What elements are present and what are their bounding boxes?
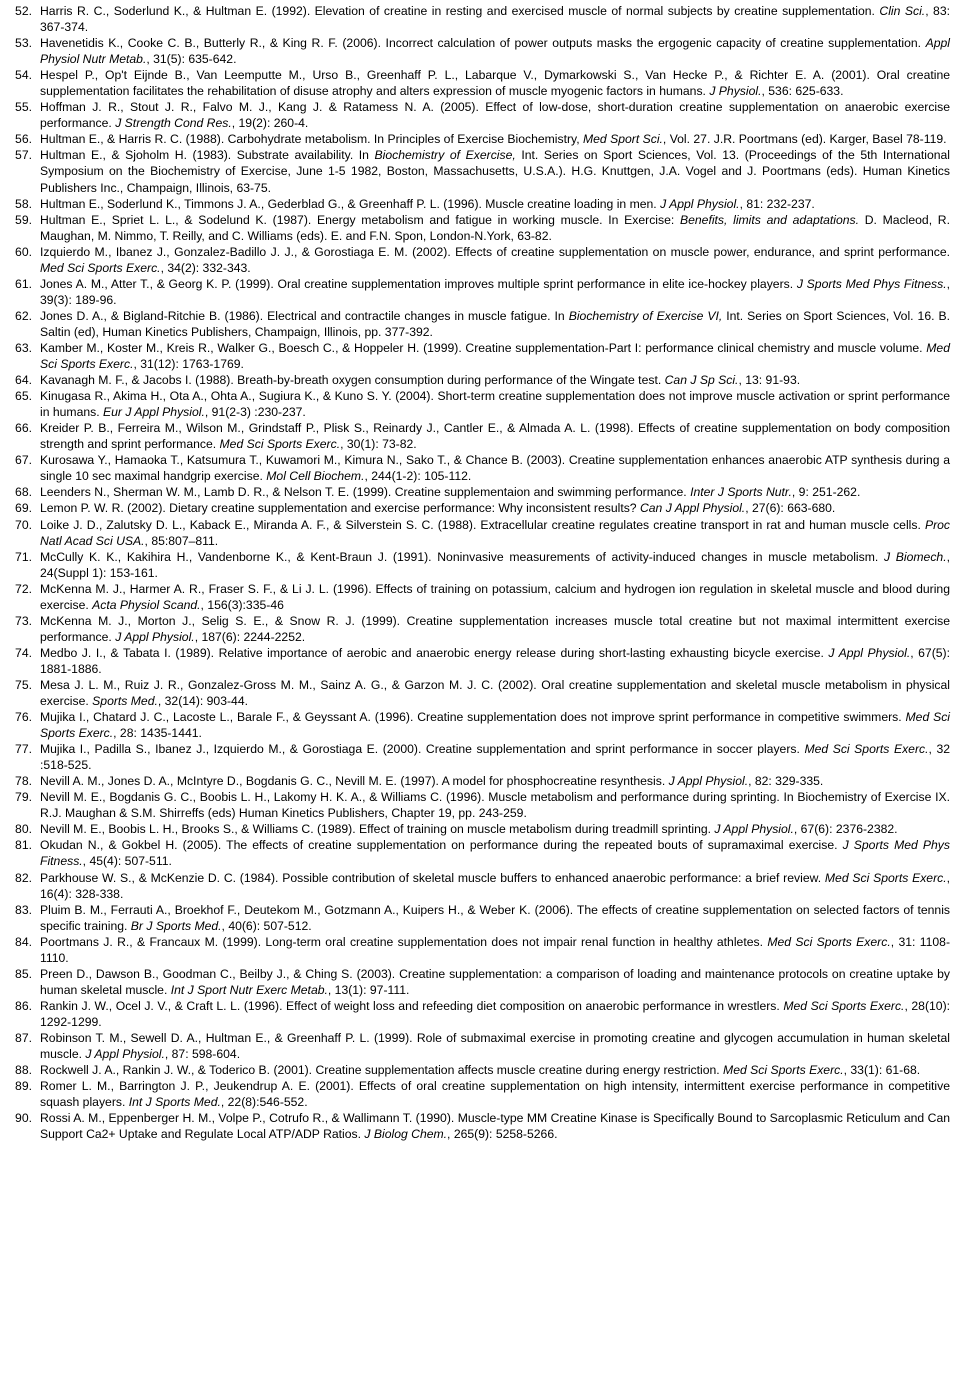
- reference-segment: , 91(2-3) :230-237.: [204, 405, 306, 420]
- reference-item: [8, 308, 950, 340]
- journal-title: Biochemistry of Exercise,: [374, 148, 516, 163]
- reference-number: 57.: [15, 148, 32, 163]
- journal-title: Int J Sports Med.: [128, 1095, 221, 1110]
- reference-text: [40, 500, 950, 516]
- reference-segment: Izquierdo M., Ibanez J., Gonzalez-Badillo J. J., & Gorostiaga E. M. (2002). Effects of creatine supplementation on muscle power, endurance, and sprint performance.: [40, 244, 950, 259]
- reference-text: [40, 789, 950, 821]
- reference-item: [8, 484, 950, 500]
- reference-segment: , 83: 367-374.: [40, 4, 950, 35]
- journal-title: Biochemistry of Exercise VI,: [568, 308, 723, 323]
- journal-title: Can J Sp Sci.: [664, 373, 739, 388]
- reference-text: [40, 388, 950, 420]
- reference-number: 69.: [15, 501, 32, 516]
- reference-text: [40, 1078, 950, 1110]
- reference-item: [8, 789, 950, 821]
- reference-segment: Mesa J. L. M., Ruiz J. R., Gonzalez-Gross M. M., Sainz A. G., & Garzon M. J. C. (2002). Oral creatine supplementation and skeletal muscle metabolism in physical exercise.: [40, 677, 950, 709]
- reference-segment: McCully K. K., Kakihira H., Vandenborne K., & Kent-Braun J. (1991). Noninvasive measurements of activity-induced changes in muscle metabolism.: [40, 549, 884, 564]
- reference-text: [40, 517, 950, 549]
- reference-segment: Nevill A. M., Jones D. A., McIntyre D., Bogdanis G. C., Nevill M. E. (1997). A model for phosphocreatine resynthesis.: [40, 774, 669, 789]
- reference-segment: , 85:807–811.: [144, 533, 219, 548]
- reference-segment: , 31(5): 635-642.: [146, 52, 237, 67]
- reference-segment: Jones D. A., & Bigland-Ritchie B. (1986). Electrical and contractile changes in muscle fatigue. In: [40, 308, 569, 323]
- reference-segment: Rossi A. M., Eppenberger H. M., Volpe P., Cotrufo R., & Wallimann T. (1990). Muscle-type MM Creatine Kinase is Specifically Bound to Sarcoplasmic Reticulum and Can Support Ca2+ Uptake and Regulate Local ATP/ADP Ratios.: [40, 1111, 950, 1142]
- reference-item: [8, 709, 950, 741]
- journal-title: Eur J Appl Physiol.: [103, 405, 205, 420]
- journal-title: Med Sci Sports Exerc.: [219, 437, 341, 452]
- reference-number: 62.: [15, 308, 32, 323]
- reference-number: 52.: [15, 4, 32, 18]
- reference-item: [8, 35, 950, 67]
- reference-text: [40, 966, 950, 998]
- reference-segment: , 16(4): 328-338.: [40, 870, 950, 901]
- journal-title: J Sports Med Phys Fitness.: [40, 838, 950, 869]
- reference-item: [8, 902, 950, 934]
- reference-item: [8, 420, 950, 452]
- reference-segment: Loike J. D., Zalutsky D. L., Kaback E., Miranda A. F., & Silverstein S. C. (1988). Extracellular creatine regulates creatine transport in rat and human muscle cells.: [40, 517, 925, 532]
- reference-segment: Hultman E., & Harris R. C. (1988). Carbohydrate metabolism. In Principles of Exercise Biochemistry,: [40, 132, 583, 147]
- journal-title: Med Sci Sports Exerc.: [824, 870, 947, 885]
- reference-segment: , 67(5): 1881-1886.: [40, 645, 950, 676]
- reference-item: [8, 677, 950, 709]
- reference-item: [8, 276, 950, 308]
- reference-text: [40, 420, 950, 452]
- reference-segment: , 28: 1435-1441.: [113, 726, 202, 741]
- reference-text: [40, 452, 950, 484]
- reference-number: 67.: [15, 453, 32, 468]
- reference-segment: , 265(9): 5258-5266.: [447, 1127, 558, 1142]
- reference-item: [8, 244, 950, 276]
- reference-segment: Hultman E., Spriet L. L., & Sodelund K. (1987). Energy metabolism and fatigue in working muscle. In Exercise:: [40, 212, 680, 227]
- reference-text: [40, 645, 950, 677]
- reference-segment: Parkhouse W. S., & McKenzie D. C. (1984). Possible contribution of skeletal muscle buffers to enhanced anaerobic performance: a brief review.: [40, 870, 825, 885]
- reference-segment: , 24(Suppl 1): 153-161.: [40, 549, 950, 580]
- reference-text: [40, 677, 950, 709]
- reference-segment: Mujika I., Chatard J. C., Lacoste L., Barale F., & Geyssant A. (1996). Creatine supplementation does not improve sprint performance in competitive swimmers.: [40, 710, 906, 725]
- journal-title: J Appl Physiol.: [828, 645, 911, 660]
- journal-title: Proc Natl Acad Sci USA.: [40, 517, 950, 548]
- reference-item: [8, 147, 950, 195]
- reference-number: 74.: [15, 645, 32, 660]
- reference-text: [40, 244, 950, 276]
- reference-segment: , 9: 251-262.: [791, 485, 861, 500]
- reference-number: 53.: [15, 36, 32, 51]
- reference-segment: , 22(8):546-552.: [220, 1095, 308, 1110]
- reference-number: 90.: [15, 1111, 32, 1126]
- journal-title: J Appl Physiol.: [115, 629, 195, 644]
- journal-title: Med Sci Sports Exerc.: [767, 934, 891, 949]
- reference-item: [8, 388, 950, 420]
- reference-number: 66.: [15, 421, 32, 436]
- reference-number: 65.: [15, 389, 32, 404]
- reference-item: [8, 821, 950, 837]
- reference-segment: D. Macleod, R. Maughan, M. Nimmo, T. Reilly, and C. Williams (eds). E. and F.N. Spon, London-N.York, 63-82.: [40, 212, 950, 243]
- reference-segment: Kavanagh M. F., & Jacobs I. (1988). Breath-by-breath oxygen consumption during performance of the Wingate test.: [40, 373, 665, 388]
- reference-segment: , 67(6): 2376-2382.: [793, 822, 898, 837]
- reference-text: [40, 837, 950, 869]
- reference-segment: Nevill M. E., Bogdanis G. C., Boobis L. H., Lakomy H. K. A., & Williams C. (1996). Muscle metabolism and performance during sprinting. In Biochemistry of Exercise IX. R.J. Maughan & S.M. Shirreffs (eds) Human Kinetics Publishers, Chapter 19, pp. 243-259.: [40, 790, 950, 821]
- journal-title: Inter J Sports Nutr.: [690, 485, 792, 500]
- reference-text: [40, 196, 950, 212]
- reference-item: [8, 99, 950, 131]
- reference-text: [40, 549, 950, 581]
- reference-segment: Pluim B. M., Ferrauti A., Broekhof F., Deutekom M., Gotzmann A., Kuipers H., & Weber K. (2006). The effects of creatine supplementation on selected factors of tennis specific training.: [40, 902, 950, 933]
- reference-number: 68.: [15, 485, 32, 500]
- reference-segment: Int. Series on Sport Sciences, Vol. 13. (Proceedings of the 5th International Symposium on the Biochemistry of Exercise, June 1-5 1982, Boston, Massachusetts, U.S.A.). H.G. Knuttgen, J.A. Vogel and J. Poortmans (eds). Human Kinetics Publishers Inc., Champaign, Illinois, 63-75.: [40, 148, 950, 195]
- reference-segment: , 31(12): 1763-1769.: [133, 357, 244, 372]
- reference-text: [40, 308, 950, 340]
- journal-title: Can J Appl Physiol.: [639, 501, 746, 516]
- reference-segment: Havenetidis K., Cooke C. B., Butterly R., & King R. F. (2006). Incorrect calculation of power outputs masks the ergogenic capacity of creatine supplementation.: [40, 36, 926, 51]
- reference-number: 82.: [15, 870, 32, 885]
- reference-text: [40, 870, 950, 902]
- reference-text: [40, 131, 950, 147]
- reference-number: 64.: [15, 373, 32, 388]
- reference-number: 79.: [15, 790, 32, 805]
- reference-text: [40, 276, 950, 308]
- reference-number: 54.: [15, 68, 32, 83]
- reference-text: [40, 3, 950, 35]
- reference-segment: Hespel P., Op't Eijnde B., Van Leemputte M., Urso B., Greenhaff P. L., Labarque V., Dymarkowski S., Van Hecke P., & Richter E. A. (2001). Oral creatine supplementation facilitates the rehabilitation of disuse atrophy and alters expression of muscle myogenic factors in humans.: [40, 68, 950, 99]
- reference-number: 59.: [15, 212, 32, 227]
- reference-text: [40, 741, 950, 773]
- reference-item: [8, 372, 950, 388]
- reference-item: [8, 773, 950, 789]
- journal-title: Appl Physiol Nutr Metab.: [40, 36, 950, 67]
- reference-segment: Kinugasa R., Akima H., Ota A., Ohta A., Sugiura K., & Kuno S. Y. (2004). Short-term creatine supplementation does not improve muscle activation or sprint performance in humans.: [40, 389, 950, 420]
- reference-segment: Rockwell J. A., Rankin J. W., & Toderico B. (2001). Creatine supplementation affects muscle creatine during energy restriction.: [40, 1063, 724, 1078]
- reference-text: [40, 1110, 950, 1142]
- reference-number: 63.: [15, 340, 32, 355]
- reference-segment: , 40(6): 507-512.: [221, 918, 312, 933]
- reference-item: [8, 340, 950, 372]
- reference-number: 75.: [15, 677, 32, 692]
- journal-title: J Sports Med Phys Fitness.: [796, 276, 947, 291]
- reference-segment: , 19(2): 260-4.: [231, 116, 309, 131]
- journal-title: J Strength Cond Res.: [115, 116, 232, 131]
- journal-title: J Appl Physiol.: [668, 774, 749, 789]
- reference-segment: Romer L. M., Barrington J. P., Jeukendrup A. E. (2001). Effects of oral creatine supplementation on high intensity, intermittent exercise performance in competitive squash players.: [40, 1079, 950, 1110]
- reference-segment: Lemon P. W. R. (2002). Dietary creatine supplementation and exercise performance: Why inconsistent results?: [40, 501, 640, 516]
- reference-item: [8, 837, 950, 869]
- reference-item: [8, 196, 950, 212]
- journal-title: J Physiol.: [709, 84, 762, 99]
- reference-number: 88.: [15, 1063, 32, 1078]
- reference-item: [8, 934, 950, 966]
- reference-number: 86.: [15, 998, 32, 1013]
- reference-segment: , 156(3):335-46: [200, 597, 284, 612]
- reference-segment: , 13(1): 97-111.: [327, 982, 410, 997]
- reference-segment: , 32(14): 903-44.: [157, 694, 248, 709]
- reference-number: 71.: [15, 549, 32, 564]
- reference-segment: , 27(6): 663-680.: [745, 501, 836, 516]
- reference-segment: Hultman E., Soderlund K., Timmons J. A., Gederblad G., & Greenhaff P. L. (1996). Muscle creatine loading in men.: [40, 196, 661, 211]
- reference-item: [8, 212, 950, 244]
- journal-title: Mol Cell Biochem.: [266, 469, 365, 484]
- reference-number: 85.: [15, 966, 32, 981]
- reference-segment: Rankin J. W., Ocel J. V., & Craft L. L. (1996). Effect of weight loss and refeeding diet composition on anaerobic performance in wrestlers.: [40, 998, 784, 1013]
- reference-segment: Int. Series on Sport Sciences, Vol. 16. B. Saltin (ed), Human Kinetics Publishers, Champaign, Illinois, pp. 377-392.: [40, 308, 950, 339]
- reference-number: 89.: [15, 1079, 32, 1094]
- reference-item: [8, 741, 950, 773]
- reference-text: [40, 99, 950, 131]
- journal-title: Med Sport Sci.: [582, 132, 663, 147]
- reference-number: 83.: [15, 902, 32, 917]
- reference-text: [40, 484, 950, 500]
- reference-item: [8, 500, 950, 516]
- reference-item: [8, 1078, 950, 1110]
- reference-segment: Kreider P. B., Ferreira M., Wilson M., Grindstaff P., Plisk S., Reinardy J., Cantler E., & Almada A. L. (1998). Effects of creatine supplementation on body composition strength and sprint performance.: [40, 421, 950, 452]
- reference-segment: , 28(10): 1292-1299.: [40, 998, 951, 1029]
- reference-number: 77.: [15, 742, 32, 757]
- reference-segment: , 187(6): 2244-2252.: [194, 629, 306, 644]
- reference-number: 84.: [15, 934, 32, 949]
- reference-item: [8, 870, 950, 902]
- journal-title: Clin Sci.: [879, 4, 926, 18]
- reference-item: [8, 131, 950, 147]
- reference-text: [40, 1062, 950, 1078]
- journal-title: J Appl Physiol.: [660, 196, 740, 211]
- reference-number: 80.: [15, 822, 32, 837]
- reference-number: 81.: [15, 838, 32, 853]
- reference-item: [8, 613, 950, 645]
- reference-segment: Jones A. M., Atter T., & Georg K. P. (1999). Oral creatine supplementation improves multiple sprint performance in elite ice-hockey players.: [40, 276, 797, 291]
- reference-segment: , 34(2): 332-343.: [160, 260, 251, 275]
- reference-item: [8, 581, 950, 613]
- journal-title: Sports Med.: [92, 694, 158, 709]
- journal-title: Benefits, limits and adaptations.: [679, 212, 860, 227]
- reference-text: [40, 1030, 950, 1062]
- reference-text: [40, 340, 950, 372]
- journal-title: Med Sci Sports Exerc.: [40, 710, 951, 741]
- reference-segment: , 87: 598-604.: [164, 1047, 241, 1062]
- reference-segment: , 13: 91-93.: [738, 373, 801, 388]
- reference-text: [40, 67, 950, 99]
- reference-segment: Nevill M. E., Boobis L. H., Brooks S., & Williams C. (1989). Effect of training on muscle metabolism during treadmill sprinting.: [40, 822, 715, 837]
- reference-text: [40, 212, 950, 244]
- reference-text: [40, 372, 950, 388]
- reference-number: 87.: [15, 1031, 32, 1045]
- reference-segment: Okudan N., & Gokbel H. (2005). The effects of creatine supplementation on performance during the repeated bouts of supramaximal exercise.: [40, 838, 843, 853]
- reference-number: 76.: [15, 710, 32, 725]
- reference-segment: , Vol. 27. J.R. Poortmans (ed). Karger, Basel 78-119.: [662, 132, 947, 147]
- reference-text: [40, 821, 950, 837]
- reference-number: 58.: [15, 196, 32, 211]
- reference-segment: , 244(1-2): 105-112.: [364, 469, 472, 484]
- journal-title: J Appl Physiol.: [85, 1047, 165, 1062]
- reference-segment: McKenna M. J., Morton J., Selig S. E., & Snow R. J. (1999). Creatine supplementation increases muscle total creatine but not maximal intermittent exercise performance.: [40, 613, 950, 644]
- reference-segment: Preen D., Dawson B., Goodman C., Beilby J., & Ching S. (2003). Creatine supplementation: a comparison of loading and maintenance protocols on creatine uptake by human skeletal muscle.: [40, 966, 950, 997]
- journal-title: Med Sci Sports Exerc.: [804, 742, 929, 757]
- reference-text: [40, 35, 950, 67]
- reference-text: [40, 709, 950, 741]
- journal-title: J Biolog Chem.: [364, 1127, 448, 1142]
- reference-text: [40, 934, 950, 966]
- reference-text: [40, 773, 950, 789]
- reference-item: [8, 517, 950, 549]
- reference-text: [40, 147, 950, 195]
- reference-segment: Hultman E., & Sjoholm H. (1983). Substrate availability. In: [40, 148, 375, 163]
- reference-text: [40, 998, 950, 1030]
- reference-item: [8, 966, 950, 998]
- reference-segment: , 81: 232-237.: [739, 196, 815, 211]
- reference-list: [8, 3, 950, 1142]
- journal-title: Int J Sport Nutr Exerc Metab.: [170, 982, 328, 997]
- reference-segment: Poortmans J. R., & Francaux M. (1999). Long-term oral creatine supplementation does not impair renal function in healthy athletes.: [40, 934, 768, 949]
- reference-item: [8, 1030, 950, 1062]
- reference-segment: Medbo J. I., & Tabata I. (1989). Relative importance of aerobic and anaerobic energy release during short-lasting exhausting bicycle exercise.: [40, 645, 829, 660]
- reference-item: [8, 1062, 950, 1078]
- reference-number: 60.: [15, 244, 32, 259]
- reference-segment: , 45(4): 507-511.: [82, 854, 172, 869]
- reference-segment: , 30(1): 73-82.: [340, 437, 417, 452]
- reference-segment: , 31: 1108-1110.: [40, 934, 950, 965]
- reference-number: 56.: [15, 132, 32, 147]
- reference-segment: Kurosawa Y., Hamaoka T., Katsumura T., Kuwamori M., Kimura N., Sako T., & Chance B. (2003). Creatine supplementation enhances anaerobic ATP synthesis during a single 10 sec maximal handgrip exercise.: [40, 453, 950, 484]
- journal-title: Med Sci Sports Exerc.: [40, 260, 161, 275]
- journal-title: Med Sci Sports Exerc.: [723, 1063, 844, 1078]
- journal-title: Br J Sports Med.: [130, 918, 222, 933]
- reference-item: [8, 452, 950, 484]
- reference-text: [40, 581, 950, 613]
- reference-number: 73.: [15, 613, 32, 628]
- reference-item: [8, 1110, 950, 1142]
- reference-text: [40, 902, 950, 934]
- reference-segment: , 33(1): 61-68.: [843, 1063, 921, 1078]
- reference-segment: Hoffman J. R., Stout J. R., Falvo M. J., Kang J. & Ratamess N. A. (2005). Effect of low-dose, short-duration creatine supplementation on anaerobic exercise performance.: [40, 100, 950, 131]
- reference-segment: Mujika I., Padilla S., Ibanez J., Izquierdo M., & Gorostiaga E. (2000). Creatine supplementation and sprint performance in soccer players.: [40, 742, 805, 757]
- reference-segment: Kamber M., Koster M., Kreis R., Walker G., Boesch C., & Hoppeler H. (1999). Creatine supplementation-Part I: performance clinical chemistry and muscle volume.: [40, 340, 927, 355]
- reference-segment: , 536: 625-633.: [761, 84, 844, 99]
- journal-title: J Appl Physiol.: [714, 822, 794, 837]
- journal-title: Med Sci Sports Exerc.: [40, 340, 950, 372]
- reference-item: [8, 998, 950, 1030]
- reference-number: 78.: [15, 774, 32, 789]
- reference-item: [8, 645, 950, 677]
- journal-title: J Biomech.: [883, 549, 947, 564]
- reference-segment: Robinson T. M., Sewell D. A., Hultman E., & Greenhaff P. L. (1999). Role of submaximal exercise in promoting creatine and glycogen accumulation in human skeletal muscle.: [40, 1031, 950, 1062]
- reference-segment: , 82: 329-335.: [748, 774, 824, 789]
- reference-segment: , 39(3): 189-96.: [40, 276, 950, 307]
- reference-item: [8, 549, 950, 581]
- reference-segment: , 32 :518-525.: [40, 742, 950, 773]
- reference-segment: Leenders N., Sherman W. M., Lamb D. R., & Nelson T. E. (1999). Creatine supplementaion and swimming performance.: [40, 485, 691, 500]
- reference-number: 61.: [15, 276, 32, 291]
- journal-title: Acta Physiol Scand.: [92, 597, 201, 612]
- reference-item: [8, 3, 950, 35]
- reference-number: 55.: [15, 100, 32, 115]
- reference-segment: McKenna M. J., Harmer A. R., Fraser S. F., & Li J. L. (1996). Effects of training on potassium, calcium and hydrogen ion regulation in skeletal muscle and blood during exercise.: [40, 581, 950, 612]
- reference-segment: Harris R. C., Soderlund K., & Hultman E. (1992). Elevation of creatine in resting and exercised muscle of normal subjects by creatine supplementation.: [40, 4, 880, 18]
- reference-number: 72.: [15, 581, 32, 596]
- reference-item: [8, 67, 950, 99]
- journal-title: Med Sci Sports Exerc.: [783, 998, 905, 1013]
- reference-number: 70.: [15, 517, 32, 532]
- reference-text: [40, 613, 950, 645]
